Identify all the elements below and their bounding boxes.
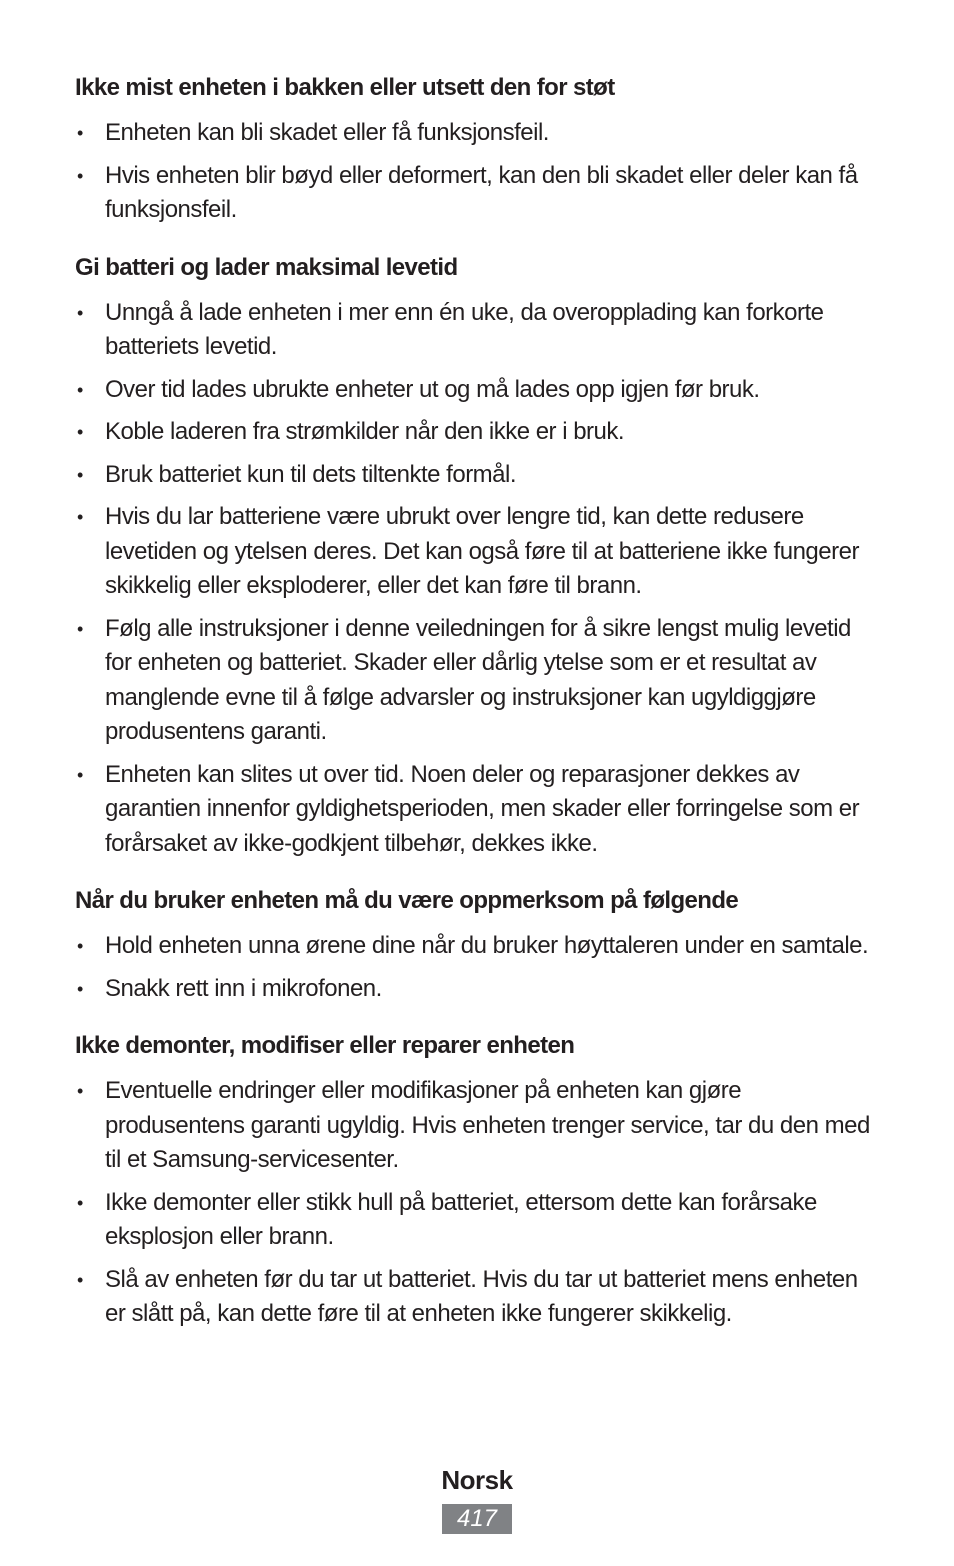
bullet-icon: • (77, 936, 83, 956)
list-item (75, 758, 875, 862)
list-item (75, 1186, 875, 1255)
bullet-icon: • (77, 123, 83, 143)
list-item (75, 116, 875, 151)
section-no-disassembly (75, 1028, 875, 1332)
section-usage-attention (75, 883, 875, 1006)
section-heading: Ikke demonter, modifiser eller reparer enheten (75, 1032, 575, 1059)
page-footer (0, 1462, 954, 1534)
list-item (75, 1074, 875, 1178)
section-heading: Når du bruker enheten må du være oppmerksom på følgende (75, 887, 739, 914)
list-item (75, 972, 875, 1007)
bullet-icon: • (77, 464, 83, 485)
bullet-icon: • (77, 1269, 83, 1290)
bullet-list (75, 929, 875, 1006)
list-item-text: Koble laderen fra strømkilder når den ikke er i bruk. (105, 418, 625, 445)
bullet-list (75, 116, 875, 228)
section-battery-life (75, 250, 875, 862)
list-item (75, 612, 875, 750)
list-item-text: Hvis du lar batteriene være ubrukt over lengre tid, kan dette redusere levetiden og ytelsen deres. Det kan også føre til at batteriene ikke fungerer skikkelig eller eksploderer, eller det kan føre til brann. (105, 503, 859, 599)
list-item-text: Snakk rett inn i mikrofonen. (105, 974, 382, 1002)
bullet-icon: • (77, 978, 83, 999)
bullet-icon: • (77, 165, 83, 186)
list-item-text: Enheten kan slites ut over tid. Noen deler og reparasjoner dekkes av garantien innenfor gyldighetsperioden, men skader eller forringelse som er forårsaket av ikke-godkjent tilbehør, dekkes ikke. (105, 760, 860, 857)
bullet-icon: • (77, 618, 83, 639)
list-item-text: Over tid lades ubrukte enheter ut og må lades opp igjen før bruk. (105, 375, 760, 403)
bullet-list (75, 1074, 875, 1332)
page-number-badge: 417 (442, 1504, 512, 1534)
list-item (75, 1263, 875, 1332)
list-item-text: Eventuelle endringer eller modifikasjoner på enheten kan gjøre produsentens garanti ugyldig. Hvis enheten trenger service, tar du den med til et Samsung-servicesenter. (105, 1077, 870, 1173)
bullet-icon: • (77, 507, 83, 527)
document-body (75, 70, 875, 1354)
list-item (75, 929, 875, 964)
section-drop-shock (75, 70, 875, 228)
list-item-text: Slå av enheten før du tar ut batteriet. Hvis du tar ut batteriet mens enheten er slått på, kan dette føre til at enheten ikke fungerer skikkelig. (105, 1265, 858, 1327)
bullet-icon: • (77, 379, 83, 400)
footer-language: Norsk (441, 1465, 513, 1495)
section-heading: Ikke mist enheten i bakken eller utsett den for støt (75, 74, 615, 101)
section-heading: Gi batteri og lader maksimal levetid (75, 253, 458, 281)
list-item-text: Bruk batteriet kun til dets tiltenkte formål. (105, 460, 517, 488)
list-item-text: Ikke demonter eller stikk hull på batteriet, ettersom dette kan forårsake eksplosjon eller brann. (105, 1188, 817, 1250)
list-item (75, 296, 875, 365)
list-item-text: Hvis enheten blir bøyd eller deformert, kan den bli skadet eller deler kan få funksjonsfeil. (105, 161, 858, 223)
bullet-icon: • (77, 1192, 83, 1213)
bullet-icon: • (77, 764, 83, 785)
list-item-text: Unngå å lade enheten i mer enn én uke, da overopplading kan forkorte batteriets levetid. (105, 298, 824, 360)
list-item (75, 415, 875, 450)
list-item (75, 458, 875, 493)
bullet-icon: • (77, 1081, 83, 1101)
list-item-text: Hold enheten unna ørene dine når du bruker høyttaleren under en samtale. (105, 932, 869, 959)
bullet-icon: • (77, 302, 83, 323)
list-item (75, 373, 875, 408)
list-item-text: Følg alle instruksjoner i denne veiledningen for å sikre lengst mulig levetid for enheten og batteriet. Skader eller dårlig ytelse som er et resultat av manglende evne til å følge advarsler og instruksjoner kan ugyldiggjøre produsentens garanti. (105, 614, 851, 745)
list-item-text: Enheten kan bli skadet eller få funksjonsfeil. (105, 119, 549, 146)
bullet-icon: • (77, 422, 83, 442)
list-item (75, 500, 875, 604)
bullet-list (75, 296, 875, 862)
list-item (75, 159, 875, 228)
